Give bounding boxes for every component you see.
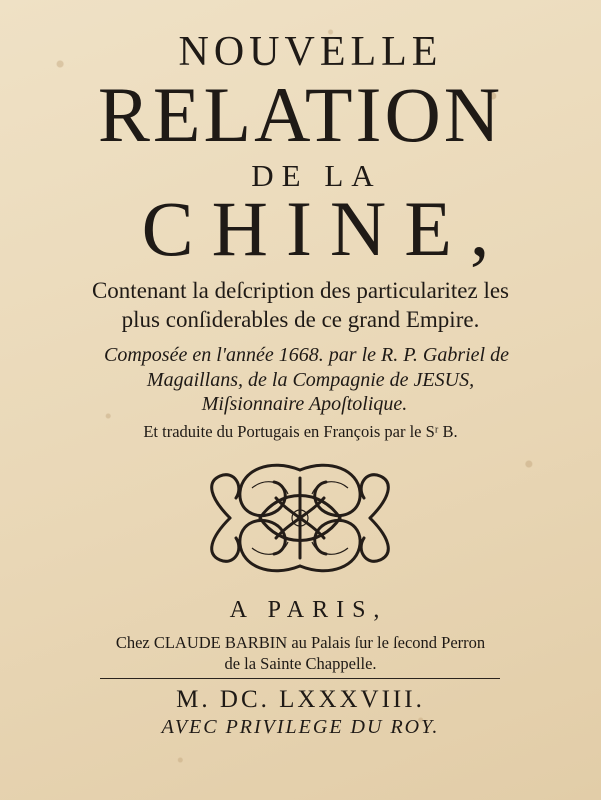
- imprint-year: M. DC. LXXXVIII.: [176, 686, 425, 713]
- divider-rule: [100, 678, 500, 679]
- description-line-2: plus conſiderables de ce grand Empire.: [121, 307, 480, 332]
- composition-line-2: Magaillans, de la Compagnie de JESUS,: [146, 369, 475, 391]
- royal-privilege: AVEC PRIVILEGE DU ROY.: [161, 716, 440, 738]
- composition-line-3: Miſsionnaire Apoſtolique.: [201, 393, 408, 415]
- monogram-ornament-icon: [190, 458, 410, 578]
- publisher-line-2: de la Sainte Chappelle.: [224, 654, 377, 673]
- title-chine: CHINE,: [141, 185, 508, 272]
- imprint-city: A PARIS,: [229, 597, 388, 623]
- title-relation: RELATION: [97, 71, 504, 158]
- title-de-la: DE LA: [251, 158, 382, 193]
- translation-note: Et traduite du Portugais en François par le Sʳ B.: [143, 422, 458, 441]
- title-nouvelle: NOUVELLE: [178, 29, 443, 75]
- publisher-line-1: Chez CLAUDE BARBIN au Palais ſur le ſecond Perron: [115, 633, 486, 652]
- description-line-1: Contenant la deſcription des particularitez les: [91, 278, 510, 303]
- composition-line-1: Composée en l'année 1668. par le R. P. Gabriel de: [104, 344, 509, 366]
